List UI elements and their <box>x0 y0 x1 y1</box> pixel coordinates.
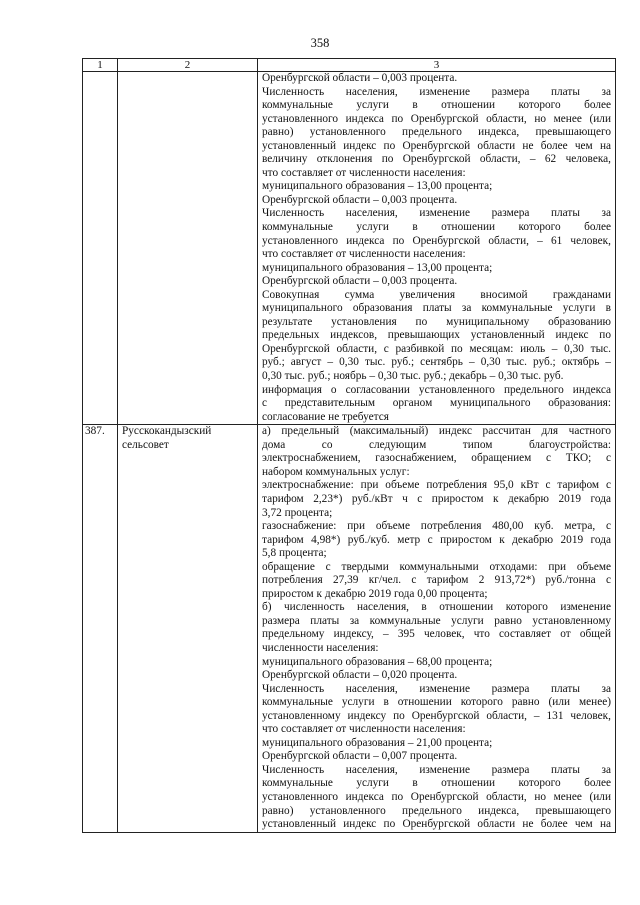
text-line: Численность населения, изменение размера платы за <box>262 207 611 220</box>
text-line: установленный индекс по Оренбургской области не более чем на <box>262 139 611 152</box>
text-line: муниципального образования – 13,00 процента; <box>262 261 493 274</box>
text-line: согласование не требуется <box>262 410 389 423</box>
header-col-2: 2 <box>118 59 258 72</box>
text-line: 3,72 процента; <box>262 506 333 519</box>
text-line: Численность населения, изменение размера платы за <box>262 85 611 98</box>
text-line: размера платы за коммунальные услуги равно установленному <box>262 614 611 627</box>
municipality-name-line-1: Русскокандызский <box>122 425 212 438</box>
text-line: что составляет от численности населения: <box>262 723 466 736</box>
row-text-cell <box>258 425 616 832</box>
text-line: муниципального образования – 68,00 процента; <box>262 655 493 668</box>
text-line: руб.; август – 0,30 тыс. руб.; сентябрь – 0,30 тыс. руб.; октябрь – <box>262 356 611 369</box>
text-line: Оренбургской области – 0,003 процента. <box>262 72 458 84</box>
text-line: тарифом 4,98*) руб./куб. метр с приростом к декабрю 2019 года <box>262 533 611 546</box>
text-line: что составляет от численности населения: <box>262 248 466 261</box>
table-header-row <box>83 59 616 72</box>
text-line: Оренбургской области – 0,003 процента. <box>262 193 458 206</box>
table-row <box>83 425 616 832</box>
text-line: а) предельный (максимальный) индекс рассчитан для частного <box>262 425 611 438</box>
text-line: предельному индексу, – 395 человек, что составляет от общей <box>262 628 611 641</box>
text-line: Численность населения, изменение размера платы за <box>262 763 611 776</box>
text-line: потребления 27,39 кг/чел. с тарифом 2 913,72*) руб./тонна с <box>262 574 611 587</box>
continuation-text-cell <box>258 72 616 425</box>
continuation-text <box>262 72 611 424</box>
header-col-1: 1 <box>83 59 118 72</box>
text-line: информация о согласовании установленного предельного индекса <box>262 383 611 396</box>
text-line: установленного индекса по Оренбургской области, – 61 человек, <box>262 234 611 247</box>
text-line: коммунальные услуги в отношении которого более <box>262 777 611 790</box>
header-col-3: 3 <box>258 59 616 72</box>
text-line: Оренбургской области – 0,007 процента. <box>262 750 458 763</box>
municipality-name <box>118 425 258 832</box>
text-line: 0,30 тыс. руб.; ноябрь – 0,30 тыс. руб.; декабрь – 0,30 тыс. руб. <box>262 370 564 383</box>
text-line: Оренбургской области – 0,003 процента. <box>262 275 458 288</box>
text-line: муниципального образования – 21,00 процента; <box>262 736 493 749</box>
text-line: набором коммунальных услуг: <box>262 465 410 478</box>
continuation-name-cell <box>118 72 258 425</box>
text-line: равно) установленного предельного индекса, превышающего <box>262 804 611 817</box>
text-line: коммунальные услуги в отношении которого более <box>262 221 611 234</box>
row-number: 387. <box>83 425 118 832</box>
text-line: тарифом 2,23*) руб./кВт ч с приростом к декабрю 2019 года <box>262 492 611 505</box>
text-line: что составляет от численности населения: <box>262 166 466 179</box>
text-line: равно) установленного предельного индекса, превышающего <box>262 126 611 139</box>
text-line: Оренбургской области – 0,020 процента. <box>262 669 458 682</box>
text-line: величину отклонения по Оренбургской области, – 62 человека, <box>262 153 611 166</box>
text-line: муниципального образования – 13,00 процента; <box>262 180 493 193</box>
text-line: дома со следующим типом благоустройства: <box>262 438 611 451</box>
text-line: коммунальные услуги в отношении которого равно (или менее) <box>262 696 611 709</box>
row-text <box>262 425 611 831</box>
table-row-continuation <box>83 72 616 425</box>
text-line: с представительным органом муниципального образования: <box>262 397 611 410</box>
text-line: приростом к декабрю 2019 года 0,00 процента; <box>262 587 488 600</box>
text-line: б) численность населения, в отношении которого изменение <box>262 601 611 614</box>
text-line: муниципального образования платы за коммунальные услуги в <box>262 302 611 315</box>
page-number: 358 <box>310 36 330 50</box>
municipality-name-line-2: сельсовет <box>122 438 169 451</box>
text-line: коммунальные услуги в отношении которого более <box>262 99 611 112</box>
text-line: обращение с твердыми коммунальными отходами: при объеме <box>262 560 611 573</box>
text-line: установленного индекса по Оренбургской области, но менее (или <box>262 112 611 125</box>
text-line: численности населения: <box>262 641 379 654</box>
text-line: электроснабжение: при объеме потребления 95,0 кВт с тарифом с <box>262 479 611 492</box>
text-line: электроснабжением, газоснабжением, обращением с ТКО; с <box>262 452 611 465</box>
text-line: установленный индекс по Оренбургской области не более чем на <box>262 818 611 831</box>
text-line: 5,8 процента; <box>262 547 327 560</box>
text-line: предельных индексов, превышающих установленный индекс по <box>262 329 611 342</box>
text-line: Оренбургской области, с разбивкой по месяцам: июль – 0,30 тыс. <box>262 342 611 355</box>
continuation-number-cell <box>83 72 118 425</box>
text-line: Совокупная сумма увеличения вносимой гражданами <box>262 288 611 301</box>
text-line: результате установления по муниципальному образованию <box>262 315 611 328</box>
text-line: Численность населения, изменение размера платы за <box>262 682 611 695</box>
text-line: установленного индекса по Оренбургской области, но менее (или <box>262 790 611 803</box>
text-line: установленному индексу по Оренбургской области, – 131 человек, <box>262 709 611 722</box>
text-line: газоснабжение: при объеме потребления 480,00 куб. метра, с <box>262 520 611 533</box>
data-table <box>82 58 616 833</box>
